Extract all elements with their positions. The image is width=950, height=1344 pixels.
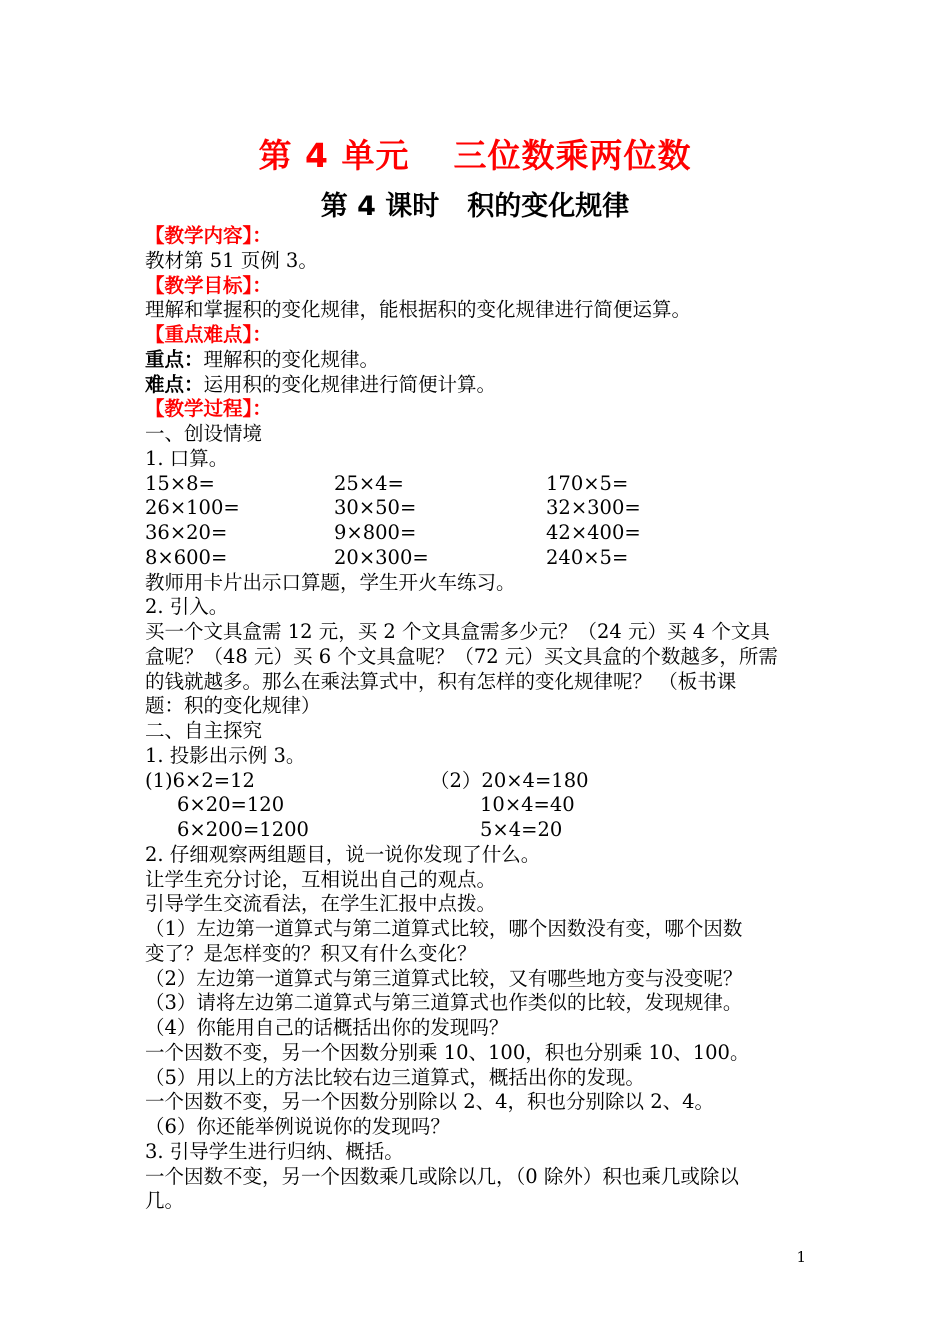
oral-cell: 36×20=	[145, 521, 228, 544]
key-point	[145, 348, 810, 373]
oral-note: 教师用卡片出示口算题，学生开火车练习。	[145, 570, 516, 594]
oral-cell: 15×8=	[145, 471, 215, 495]
example-row	[145, 818, 810, 843]
page-number: 1	[796, 1248, 806, 1266]
body-line: 引导学生交流看法，在学生汇报中点拨。	[145, 892, 497, 916]
content-heading: 【教学内容】：	[145, 224, 272, 247]
intro-title: 2. 引入。	[145, 595, 229, 619]
key-heading: 【重点难点】：	[145, 323, 272, 346]
body-line: （2）左边第一道算式与第三道算式比较，又有哪些地方变与没变呢？	[145, 966, 743, 990]
key-label: 重点：	[145, 347, 204, 371]
part2-heading: 二、自主探究	[145, 719, 263, 742]
example-right: 5×4=20	[480, 818, 563, 841]
example-title: 1. 投影出示例 3。	[145, 743, 306, 767]
body-line: 一个因数不变，另一个因数分别除以 2、4，积也分别除以 2、4。	[145, 1090, 715, 1114]
oral-cell: 8×600=	[145, 545, 228, 569]
content-text: 教材第 51 页例 3。	[145, 248, 318, 272]
unit-title-number: 第 4 单元	[258, 136, 410, 175]
example-left: (1)6×2=12	[145, 768, 255, 792]
example-right: （2）20×4=180	[430, 768, 589, 792]
oral-grid	[145, 472, 810, 571]
example-row	[145, 793, 810, 818]
difficulty-text: 运用积的变化规律进行简便计算。	[203, 372, 497, 396]
difficulty-label: 难点：	[145, 372, 204, 396]
body-line: （4）你能用自己的话概括出你的发现吗？	[145, 1016, 509, 1039]
oral-row	[145, 472, 810, 497]
process-heading: 【教学过程】：	[145, 397, 272, 421]
oral-row	[145, 546, 810, 571]
intro-line: 题：积的变化规律）	[145, 694, 321, 718]
body-line: （1）左边第一道算式与第二道算式比较，哪个因数没有变，哪个因数	[145, 917, 743, 940]
body-line: 一个因数不变，另一个因数乘几或除以几，（0 除外）积也乘几或除以	[145, 1164, 739, 1188]
oral-cell: 25×4=	[334, 471, 404, 495]
body-line: （6）你还能举例说说你的发现吗？	[145, 1115, 450, 1138]
example-grid	[145, 769, 810, 843]
oral-cell: 9×800=	[334, 521, 417, 544]
lesson-title	[0, 184, 950, 223]
body-line: （5）用以上的方法比较右边三道算式，概括出你的发现。	[145, 1065, 645, 1089]
lesson-content	[145, 224, 810, 1214]
lesson-title-number: 第 4 课时	[320, 191, 440, 222]
example-left: 6×200=1200	[177, 818, 309, 841]
oral-cell: 32×300=	[546, 496, 641, 520]
intro-line: 的钱就越多。那么在乘法算式中，积有怎样的变化规律呢？ （板书课	[145, 669, 737, 693]
oral-cell: 42×400=	[546, 521, 641, 544]
body-line: （3）请将左边第二道算式与第三道算式也作类似的比较，发现规律。	[145, 991, 743, 1015]
unit-title	[0, 130, 950, 177]
body-line: 一个因数不变，另一个因数分别乘 10、100，积也分别乘 10、100。	[145, 1040, 750, 1064]
example-row	[145, 769, 810, 794]
body-line: 变了？是怎样变的？积又有什么变化？	[145, 941, 477, 965]
goal-text: 理解和掌握积的变化规律，能根据积的变化规律进行简便运算。	[145, 298, 692, 322]
body-line: 让学生充分讨论，互相说出自己的观点。	[145, 867, 497, 891]
oral-cell: 20×300=	[334, 545, 429, 569]
oral-cell: 170×5=	[546, 471, 629, 495]
body-line: 3. 引导学生进行归纳、概括。	[145, 1139, 404, 1163]
oral-title: 1. 口算。	[145, 446, 229, 470]
difficulty-point	[145, 373, 810, 398]
oral-cell: 26×100=	[145, 496, 240, 520]
intro-line: 盒呢？（48 元）买 6 个文具盒呢？（72 元）买文具盒的个数越多，所需	[145, 644, 778, 668]
unit-title-name: 三位数乘两位数	[453, 136, 692, 175]
body-line: 几。	[145, 1189, 185, 1213]
example-left: 6×20=120	[177, 793, 285, 817]
oral-cell: 240×5=	[546, 545, 629, 569]
key-text: 理解积的变化规律。	[203, 347, 380, 371]
oral-cell: 30×50=	[334, 496, 417, 520]
oral-row	[145, 521, 810, 546]
oral-row	[145, 496, 810, 521]
goal-heading: 【教学目标】：	[145, 273, 272, 297]
body-line: 2. 仔细观察两组题目，说一说你发现了什么。	[145, 842, 541, 866]
lesson-title-name: 积的变化规律	[467, 191, 630, 222]
part1-heading: 一、创设情境	[145, 422, 263, 445]
example-right: 10×4=40	[480, 793, 575, 817]
intro-line: 买一个文具盒需 12 元，买 2 个文具盒需多少元？（24 元）买 4 个文具	[145, 620, 770, 643]
